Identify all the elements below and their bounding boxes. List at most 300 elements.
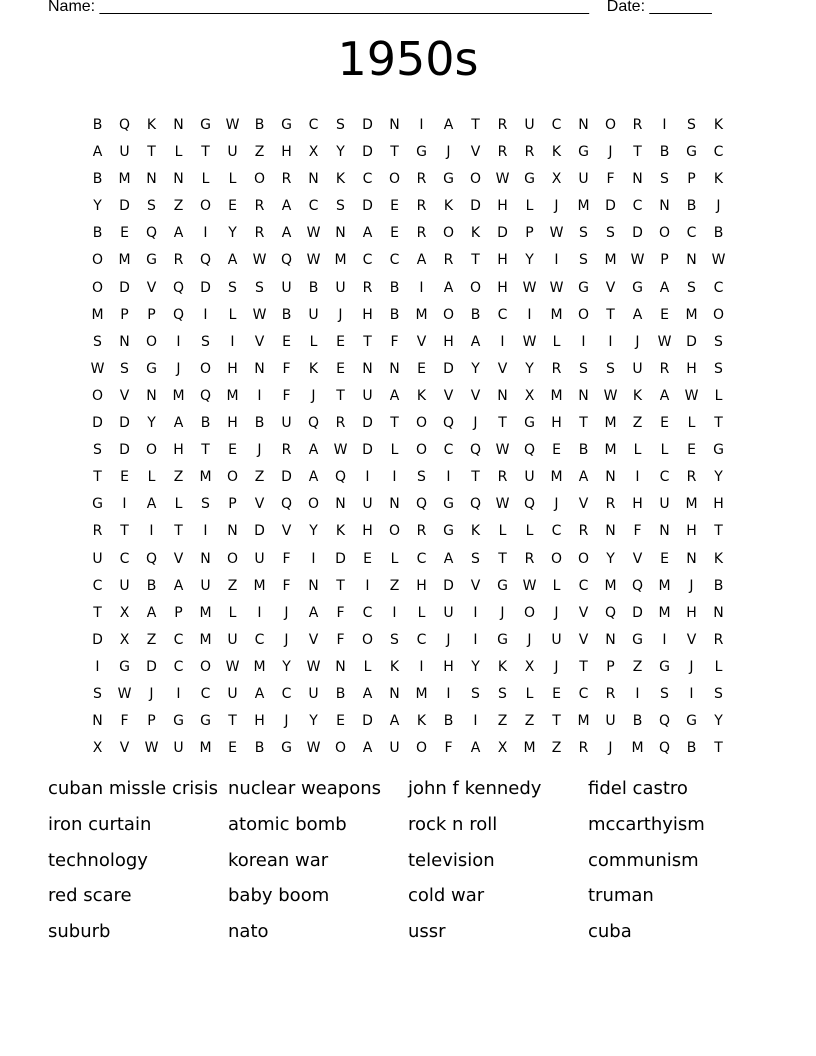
grid-letter: O [199,658,212,675]
grid-letter: T [201,442,210,459]
grid-letter: M [199,631,212,648]
grid-letter: A [443,279,454,296]
grid-letter: L [714,658,723,675]
grid-letter: T [633,144,642,161]
grid-letter: T [93,469,102,486]
grid-letter: O [550,550,563,567]
grid-letter: A [227,252,238,269]
grid-letter: S [579,225,588,242]
grid-letter: A [146,496,157,513]
grid-letter: I [662,631,667,648]
grid-letter: L [174,144,183,161]
word-bank-item: television [408,849,495,871]
grid-letter: G [659,658,670,675]
grid-letter: G [524,171,535,188]
grid-letter: U [119,577,130,594]
grid-letter: R [524,144,535,161]
grid-letter: R [605,496,616,513]
grid-letter: C [713,279,724,296]
grid-letter: U [362,496,373,513]
word-bank-item: nuclear weapons [228,778,381,799]
grid-letter: D [119,198,130,215]
grid-letter: P [525,225,534,242]
grid-letter: S [120,360,129,377]
grid-letter: S [93,442,102,459]
grid-letter: S [687,117,696,133]
grid-letter: J [689,658,694,675]
grid-letter: H [173,442,184,459]
grid-letter: D [362,415,373,432]
grid-letter: U [308,306,319,323]
grid-letter: Z [254,144,265,161]
grid-letter: E [282,333,291,350]
grid-letter: Y [228,225,237,242]
grid-letter: N [227,523,238,540]
grid-letter: I [203,225,208,242]
grid-letter: T [336,387,345,404]
grid-letter: B [92,117,103,133]
grid-letter: P [228,496,237,513]
grid-letter: B [686,740,697,757]
grid-letter: R [578,740,589,757]
grid-letter: K [713,117,724,133]
grid-letter: E [228,198,237,215]
grid-letter: U [227,144,238,161]
grid-letter: Y [471,658,480,675]
grid-letter: N [254,360,265,377]
grid-letter: R [416,198,427,215]
grid-letter: U [524,117,535,133]
grid-letter: N [605,631,616,648]
grid-letter: E [390,225,399,242]
grid-letter: F [444,740,453,757]
grid-letter: P [687,171,696,188]
grid-letter: M [685,306,698,323]
grid-letter: Q [334,469,347,486]
grid-letter: I [230,333,235,350]
grid-letter: O [415,442,428,459]
grid-letter: H [254,713,265,730]
grid-letter: H [227,415,238,432]
grid-letter: O [145,442,158,459]
grid-letter: E [687,442,696,459]
grid-letter: U [443,604,454,621]
grid-letter: E [336,333,345,350]
grid-letter: D [443,577,454,594]
grid-letter: I [446,469,451,486]
grid-letter: T [714,523,723,540]
grid-letter: Q [658,740,671,757]
grid-letter: V [470,387,481,404]
grid-letter: S [93,685,102,702]
grid-letter: C [173,631,184,648]
grid-letter: A [659,279,670,296]
word-bank-item: baby boom [228,885,330,907]
grid-letter: S [471,685,480,702]
grid-letter: C [443,442,454,459]
grid-letter: K [632,387,643,404]
grid-letter: T [606,306,615,323]
grid-letter: T [363,333,372,350]
grid-letter: D [146,658,157,675]
grid-letter: A [173,225,184,242]
grid-letter: Q [307,415,320,432]
grid-letter: X [524,658,535,675]
grid-letter: Y [336,144,345,161]
grid-letter: C [308,117,319,133]
grid-letter: U [659,496,670,513]
grid-letter: Y [606,550,615,567]
grid-letter: L [525,198,534,215]
grid-letter: M [550,469,563,486]
grid-letter: Y [309,523,318,540]
grid-letter: T [471,252,480,269]
grid-letter: A [443,550,454,567]
grid-letter: M [226,387,239,404]
grid-letter: G [578,279,589,296]
grid-letter: Q [523,442,536,459]
grid-letter: W [495,496,510,513]
word-bank-item: nato [228,921,269,943]
grid-letter: L [390,550,399,567]
grid-letter: J [608,740,613,757]
grid-letter: I [257,604,262,621]
grid-letter: S [660,171,669,188]
grid-letter: I [203,306,208,323]
grid-letter: H [416,577,427,594]
grid-letter: V [578,631,589,648]
grid-letter: C [578,685,589,702]
grid-letter: S [228,279,237,296]
grid-letter: E [660,415,669,432]
grid-letter: O [577,550,590,567]
grid-letter: S [390,631,399,648]
grid-letter: K [146,117,157,133]
grid-letter: T [498,415,507,432]
grid-letter: R [416,225,427,242]
grid-letter: A [173,577,184,594]
grid-letter: B [713,577,724,594]
grid-letter: O [469,171,482,188]
grid-letter: V [119,740,130,757]
grid-letter: S [255,279,264,296]
word-bank-item: truman [588,885,654,907]
grid-letter: I [257,387,262,404]
grid-letter: M [685,496,698,513]
grid-letter: A [659,387,670,404]
grid-letter: X [551,171,562,188]
grid-letter: B [713,225,724,242]
word-bank-item: fidel castro [588,778,688,799]
grid-letter: T [552,713,561,730]
grid-letter: Z [497,713,508,730]
grid-letter: K [416,713,427,730]
grid-letter: Z [551,740,562,757]
grid-letter: O [307,496,320,513]
grid-letter: O [334,740,347,757]
grid-letter: T [714,415,723,432]
grid-letter: A [578,469,589,486]
grid-letter: L [228,604,237,621]
grid-letter: F [282,387,291,404]
grid-letter: C [632,198,643,215]
grid-letter: F [282,577,291,594]
grid-letter: N [335,658,346,675]
grid-letter: R [713,631,724,648]
grid-letter: I [149,523,154,540]
grid-letter: F [336,631,345,648]
grid-letter: D [605,198,616,215]
grid-letter: V [605,279,616,296]
grid-letter: R [335,415,346,432]
grid-letter: V [254,496,265,513]
grid-letter: A [308,469,319,486]
grid-letter: C [308,198,319,215]
grid-letter: N [659,198,670,215]
grid-letter: L [714,387,723,404]
grid-letter: V [254,333,265,350]
grid-letter: G [200,117,211,133]
grid-letter: M [253,658,266,675]
grid-letter: K [470,225,481,242]
grid-letter: E [336,360,345,377]
word-bank-item: communism [588,849,699,871]
grid-letter: V [632,550,643,567]
grid-letter: I [446,685,451,702]
grid-letter: Z [173,469,184,486]
grid-letter: I [365,577,370,594]
grid-letter: R [632,117,643,133]
grid-letter: R [551,360,562,377]
grid-letter: B [443,713,454,730]
grid-letter: K [308,360,319,377]
grid-letter: Q [199,387,212,404]
grid-letter: A [281,225,292,242]
letter-grid [84,112,732,762]
grid-letter: O [523,604,536,621]
grid-letter: S [606,360,615,377]
grid-letter: Q [469,496,482,513]
grid-letter: T [147,144,156,161]
grid-letter: H [443,658,454,675]
grid-letter: S [714,360,723,377]
grid-letter: D [632,604,643,621]
grid-letter: N [605,469,616,486]
grid-letter: U [524,469,535,486]
grid-letter: I [500,333,505,350]
grid-letter: B [578,442,589,459]
grid-letter: Q [523,496,536,513]
grid-letter: I [176,333,181,350]
grid-letter: I [554,252,559,269]
grid-letter: U [227,685,238,702]
grid-letter: C [578,577,589,594]
grid-letter: R [443,252,454,269]
grid-letter: N [173,117,184,133]
grid-letter: N [335,225,346,242]
grid-letter: B [659,144,670,161]
grid-letter: G [443,496,454,513]
grid-letter: K [443,198,454,215]
grid-letter: V [470,577,481,594]
grid-letter: E [228,442,237,459]
word-bank-item: john f kennedy [408,778,542,799]
grid-letter: W [522,279,537,296]
grid-letter: S [201,333,210,350]
grid-letter: G [92,496,103,513]
grid-letter: L [525,685,534,702]
word-bank-item: technology [48,849,148,871]
grid-letter: A [308,442,319,459]
grid-letter: W [117,685,132,702]
grid-letter: R [497,117,508,133]
grid-letter: U [335,279,346,296]
grid-letter: R [281,442,292,459]
grid-letter: G [578,144,589,161]
grid-letter: U [254,550,265,567]
grid-letter: H [497,279,508,296]
grid-letter: U [281,279,292,296]
word-bank-item: suburb [48,921,111,943]
grid-letter: J [554,604,559,621]
grid-letter: S [606,225,615,242]
grid-letter: T [390,144,399,161]
grid-letter: H [281,144,292,161]
grid-letter: X [308,144,319,161]
grid-letter: C [551,117,562,133]
grid-letter: L [228,171,237,188]
grid-letter: J [446,144,451,161]
grid-letter: L [552,333,561,350]
grid-letter: O [712,306,725,323]
grid-letter: M [604,577,617,594]
grid-letter: H [686,604,697,621]
grid-letter: C [362,604,373,621]
grid-letter: B [254,740,265,757]
grid-letter: S [660,685,669,702]
grid-letter: W [90,360,105,377]
grid-letter: Q [172,306,185,323]
grid-letter: O [415,415,428,432]
grid-letter: W [225,117,240,133]
grid-letter: Q [145,225,158,242]
grid-letter: Y [147,415,156,432]
grid-letter: W [495,442,510,459]
grid-letter: R [497,469,508,486]
grid-letter: G [524,415,535,432]
grid-letter: A [470,740,481,757]
grid-letter: B [470,306,481,323]
grid-letter: B [308,279,319,296]
grid-letter: W [495,171,510,188]
grid-letter: K [551,144,562,161]
grid-letter: A [362,685,373,702]
grid-letter: M [577,198,590,215]
grid-letter: L [174,496,183,513]
grid-letter: O [91,387,104,404]
grid-letter: N [389,360,400,377]
grid-letter: Z [227,577,238,594]
grid-letter: C [173,658,184,675]
word-bank-item: ussr [408,921,446,943]
grid-letter: T [120,523,129,540]
grid-letter: K [335,171,346,188]
grid-letter: M [334,252,347,269]
grid-letter: E [390,198,399,215]
grid-letter: I [392,604,397,621]
grid-letter: N [389,496,400,513]
grid-letter: R [578,523,589,540]
grid-letter: G [497,631,508,648]
grid-letter: D [92,631,103,648]
grid-letter: O [199,360,212,377]
grid-letter: O [658,225,671,242]
grid-letter: E [336,713,345,730]
grid-letter: Y [93,198,102,215]
word-bank-item: mccarthyism [588,813,705,835]
grid-letter: B [281,306,292,323]
grid-letter: W [657,333,672,350]
grid-letter: T [714,740,723,757]
grid-letter: S [147,198,156,215]
grid-letter: D [686,333,697,350]
grid-letter: U [92,550,103,567]
grid-letter: R [173,252,184,269]
grid-letter: J [473,415,478,432]
grid-letter: V [416,333,427,350]
grid-letter: M [415,306,428,323]
grid-letter: B [335,685,346,702]
grid-letter: U [119,144,130,161]
grid-letter: R [497,144,508,161]
grid-letter: J [608,144,613,161]
grid-letter: C [254,631,265,648]
word-bank-item: korean war [228,849,329,871]
grid-letter: D [119,442,130,459]
grid-letter: S [417,469,426,486]
grid-letter: A [389,387,400,404]
grid-letter: G [443,523,454,540]
grid-letter: Q [469,442,482,459]
grid-letter: R [605,685,616,702]
grid-letter: V [281,523,292,540]
grid-letter: S [714,333,723,350]
grid-letter: C [92,577,103,594]
grid-letter: N [146,387,157,404]
grid-letter: L [417,604,426,621]
grid-letter: Q [280,252,293,269]
grid-letter: W [306,658,321,675]
grid-letter: L [633,442,642,459]
grid-letter: H [443,333,454,350]
grid-letter: F [633,523,642,540]
grid-letter: J [311,387,316,404]
grid-letter: X [497,740,508,757]
grid-letter: G [686,713,697,730]
grid-letter: W [144,740,159,757]
grid-letter: C [659,469,670,486]
grid-letter: Q [631,577,644,594]
grid-letter: O [145,333,158,350]
grid-letter: O [226,469,239,486]
grid-letter: U [605,713,616,730]
page-title: 1950s [337,32,479,86]
grid-letter: W [306,740,321,757]
grid-letter: E [660,306,669,323]
grid-letter: J [284,713,289,730]
grid-letter: O [91,252,104,269]
grid-letter: H [497,198,508,215]
